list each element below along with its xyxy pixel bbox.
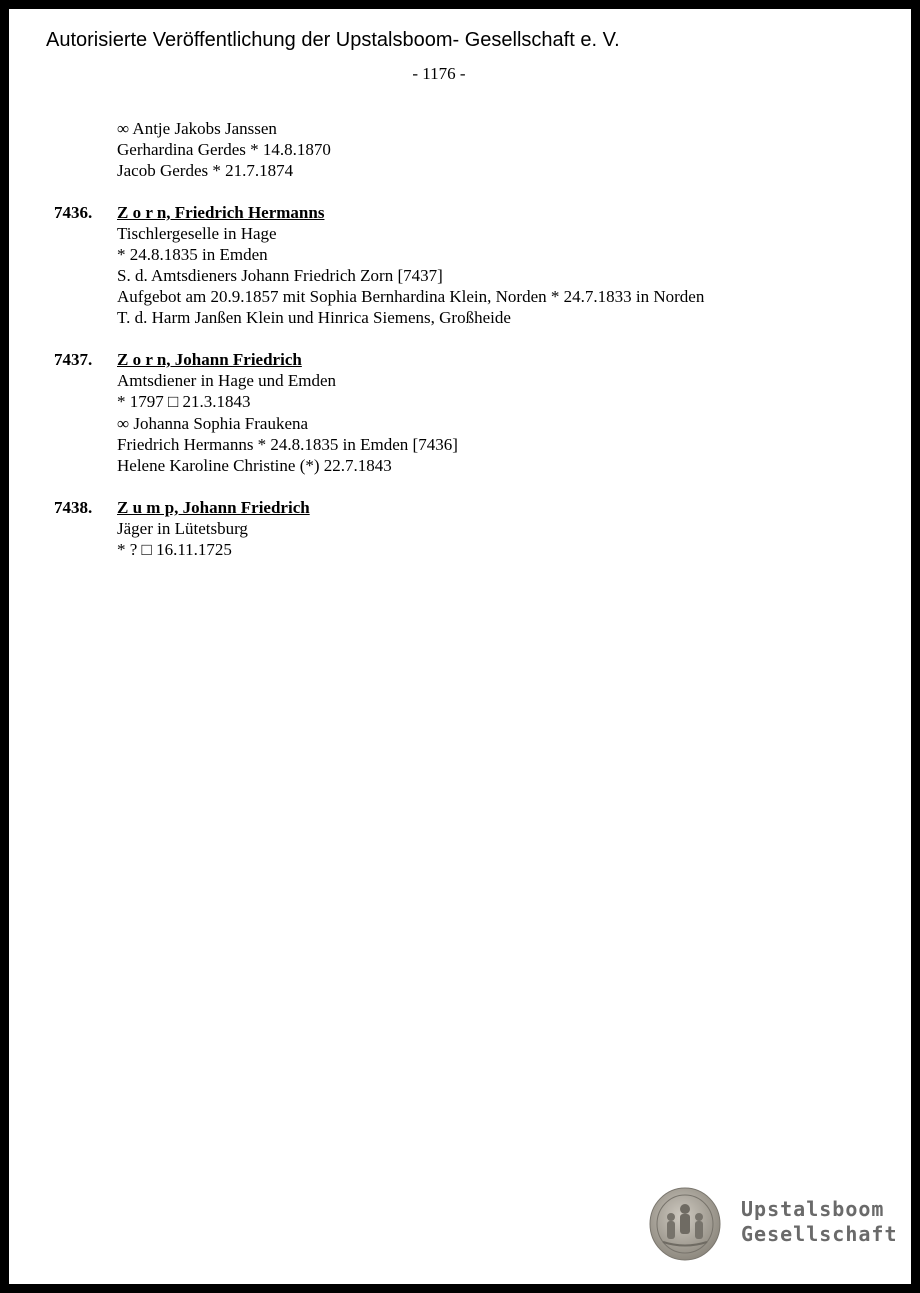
logo-line-2: Gesellschaft xyxy=(741,1222,898,1246)
header-title: Autorisierte Veröffentlichung der Upstalsboom- Gesellschaft e. V. xyxy=(46,29,620,51)
document-page xyxy=(9,9,911,1284)
text-line: * ? □ 16.11.1725 xyxy=(117,540,232,559)
document-body xyxy=(9,118,889,560)
text-line: Aufgebot am 20.9.1857 mit Sophia Bernhardina Klein, Norden * 24.7.1833 in Norden xyxy=(117,287,705,306)
continuation-block xyxy=(9,118,889,181)
page-number: - 1176 - xyxy=(412,64,466,83)
text-line: T. d. Harm Janßen Klein und Hinrica Siemens, Großheide xyxy=(117,308,511,327)
text-line: Jäger in Lütetsburg xyxy=(117,519,248,538)
logo-text xyxy=(741,1197,898,1247)
text-line: Friedrich Hermanns * 24.8.1835 in Emden [7436] xyxy=(117,435,458,454)
text-line: ∞ Antje Jakobs Janssen xyxy=(117,119,277,138)
text-line: Amtsdiener in Hage und Emden xyxy=(117,371,337,390)
entry-7437 xyxy=(9,349,889,476)
entry-number: 7438. xyxy=(54,498,93,517)
text-line: ∞ Johanna Sophia Fraukena xyxy=(117,414,309,433)
text-line: S. d. Amtsdieners Johann Friedrich Zorn [7437] xyxy=(117,266,443,285)
seal-icon xyxy=(649,1187,721,1261)
text-line: * 24.8.1835 in Emden xyxy=(117,245,268,264)
text-line: Helene Karoline Christine (*) 22.7.1843 xyxy=(117,456,392,475)
entry-name: Z u m p, Johann Friedrich xyxy=(117,498,310,517)
text-line: * 1797 □ 21.3.1843 xyxy=(117,392,251,411)
logo-line-1: Upstalsboom xyxy=(741,1197,885,1221)
entry-number: 7436. xyxy=(54,203,93,222)
text-line: Gerhardina Gerdes * 14.8.1870 xyxy=(117,140,331,159)
society-logo xyxy=(649,1187,899,1267)
entry-7438 xyxy=(9,497,889,560)
text-line: Tischlergeselle in Hage xyxy=(117,224,277,243)
entry-name: Z o r n, Johann Friedrich xyxy=(117,350,302,369)
entry-number: 7437. xyxy=(54,350,93,369)
text-line: Jacob Gerdes * 21.7.1874 xyxy=(117,161,294,180)
entry-7436 xyxy=(9,202,889,328)
entry-name: Z o r n, Friedrich Hermanns xyxy=(117,203,325,222)
